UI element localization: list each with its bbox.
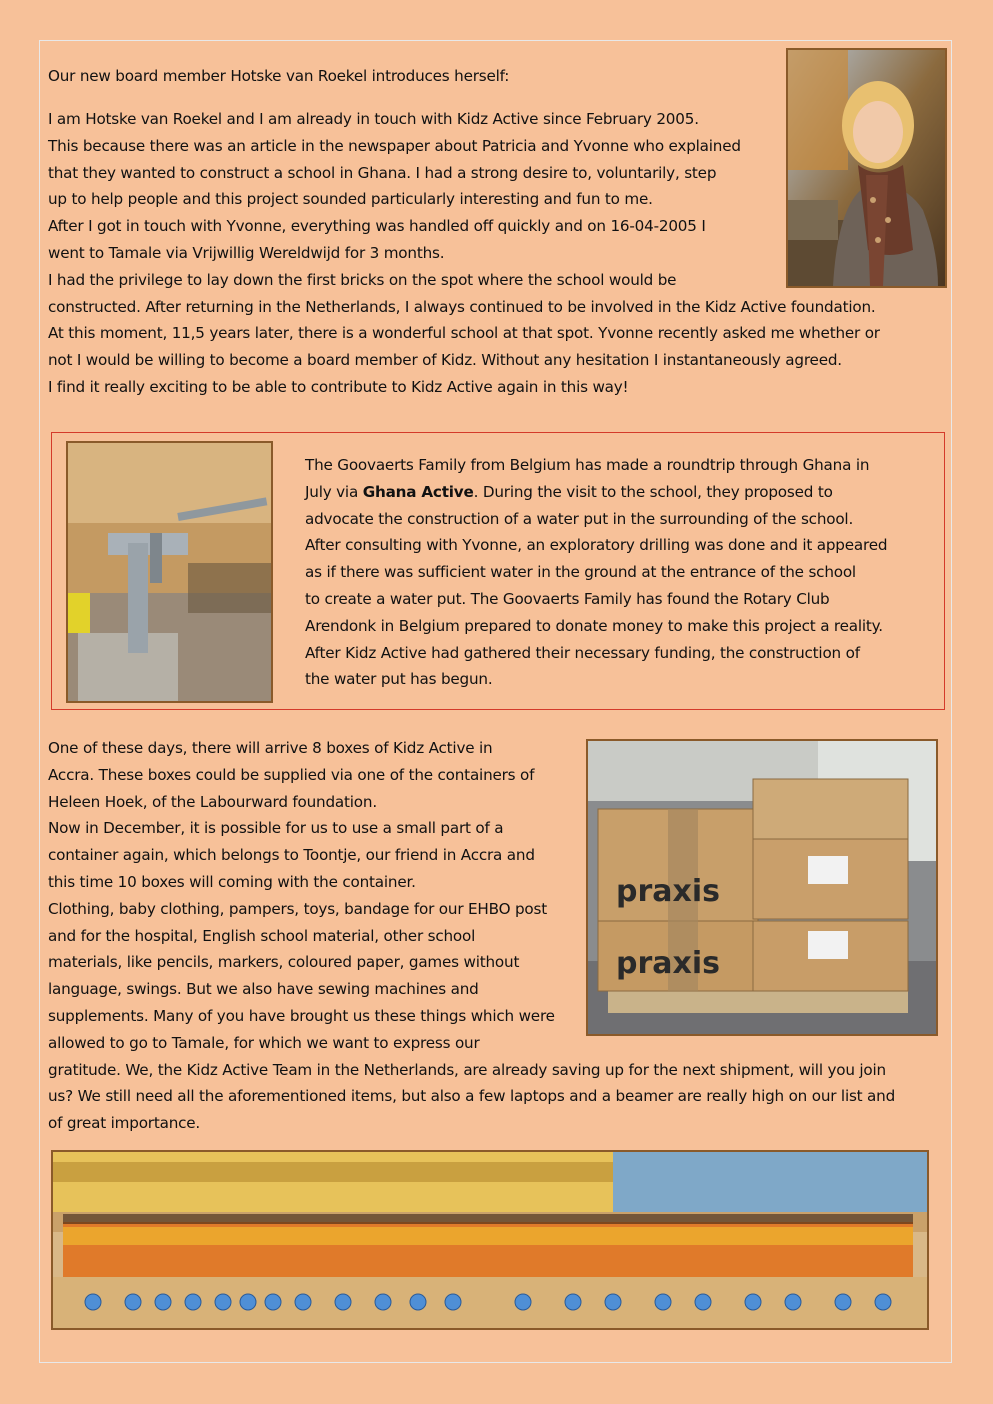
school-children-group-photo-icon — [53, 1152, 927, 1328]
water-put-line2: July via Ghana Active. During the visit to the school, they proposed to — [305, 482, 833, 501]
boxes-pallet-photo — [586, 739, 938, 1036]
praxis-label-2: praxis — [616, 946, 721, 981]
portrait-photo — [786, 48, 947, 288]
portrait-photo-icon — [788, 50, 945, 286]
water-put-paragraph: The Goovaerts Family from Belgium has made a roundtrip through Ghana in July via Ghana Active. During the visit to the school, they proposed to advocate the construction of a water put in the surrounding of the school. After consulting with Yvonne, an exploratory drilling was done and it appeared as if there was sufficient water in the ground at the entrance of the school to create a water put. The Goovaerts Family has found the Rotary Club Arendonk in Belgium prepared to donate money to make this project a reality. After Kidz Active had gathered their necessary funding, the construction of the water put has begun. — [305, 452, 925, 693]
intro-heading: Our new board member Hotske van Roekel introduces herself: — [48, 67, 510, 85]
water-pump-photo — [66, 441, 273, 703]
boxes-paragraph: One of these days, there will arrive 8 boxes of Kidz Active in Accra. These boxes could be supplied via one of the containers of Heleen Hoek, of the Labourward foundation. Now in December, it is possible for us to use a small part of a container again, which belongs to Toontje, our friend in Accra and this time 10 boxes will coming with the container. Clothing, baby clothing, pampers, toys, bandage for our EHBO post and for the hospital, English school material, other school materials, like pencils, markers, coloured paper, games without language, swings. But we also have sewing machines and supplements. Many of you have brought us these things which were allowed to go to Tamale, for which we want to express our gratitude. We, the Kidz Active Team in the Netherlands, are already saving up for the next shipment, will you join us? We still need all the aforementioned items, but also a few laptops and a beamer are really high on our list and of great importance. — [48, 739, 896, 1133]
intro-paragraph: I am Hotske van Roekel and I am already in touch with Kidz Active since February 2005. This because there was an article in the newspaper about Patricia and Yvonne who explained that they wanted to construct a school in Ghana. I had a strong desire to, voluntarily, step up to help people and this project sounded particularly interesting and fun to me. After I got in touch with Yvonne, everything was handled off quickly and on 16-04-2005 I went to Tamale via Vrijwillig Wereldwijd for 3 months. I had the privilege to lay down the first bricks on the spot where the school would be constructed. After returning in the Netherlands, I always continued to be involved in the Kidz Active foundation. At this moment, 11,5 years later, there is a wonderful school at that spot. Yvonne recently asked me whether or not I would be willing to become a board member of Kidz. Without any hesitation I instantaneously agreed. I find it really exciting to be able to contribute to Kidz Active again in this way! — [48, 110, 880, 396]
praxis-label-1: praxis — [616, 874, 721, 909]
ghana-active-bold: Ghana Active — [362, 482, 474, 501]
water-pump-photo-icon — [68, 443, 271, 701]
boxes-pallet-photo-icon — [588, 741, 936, 1034]
school-children-group-photo — [51, 1150, 929, 1330]
